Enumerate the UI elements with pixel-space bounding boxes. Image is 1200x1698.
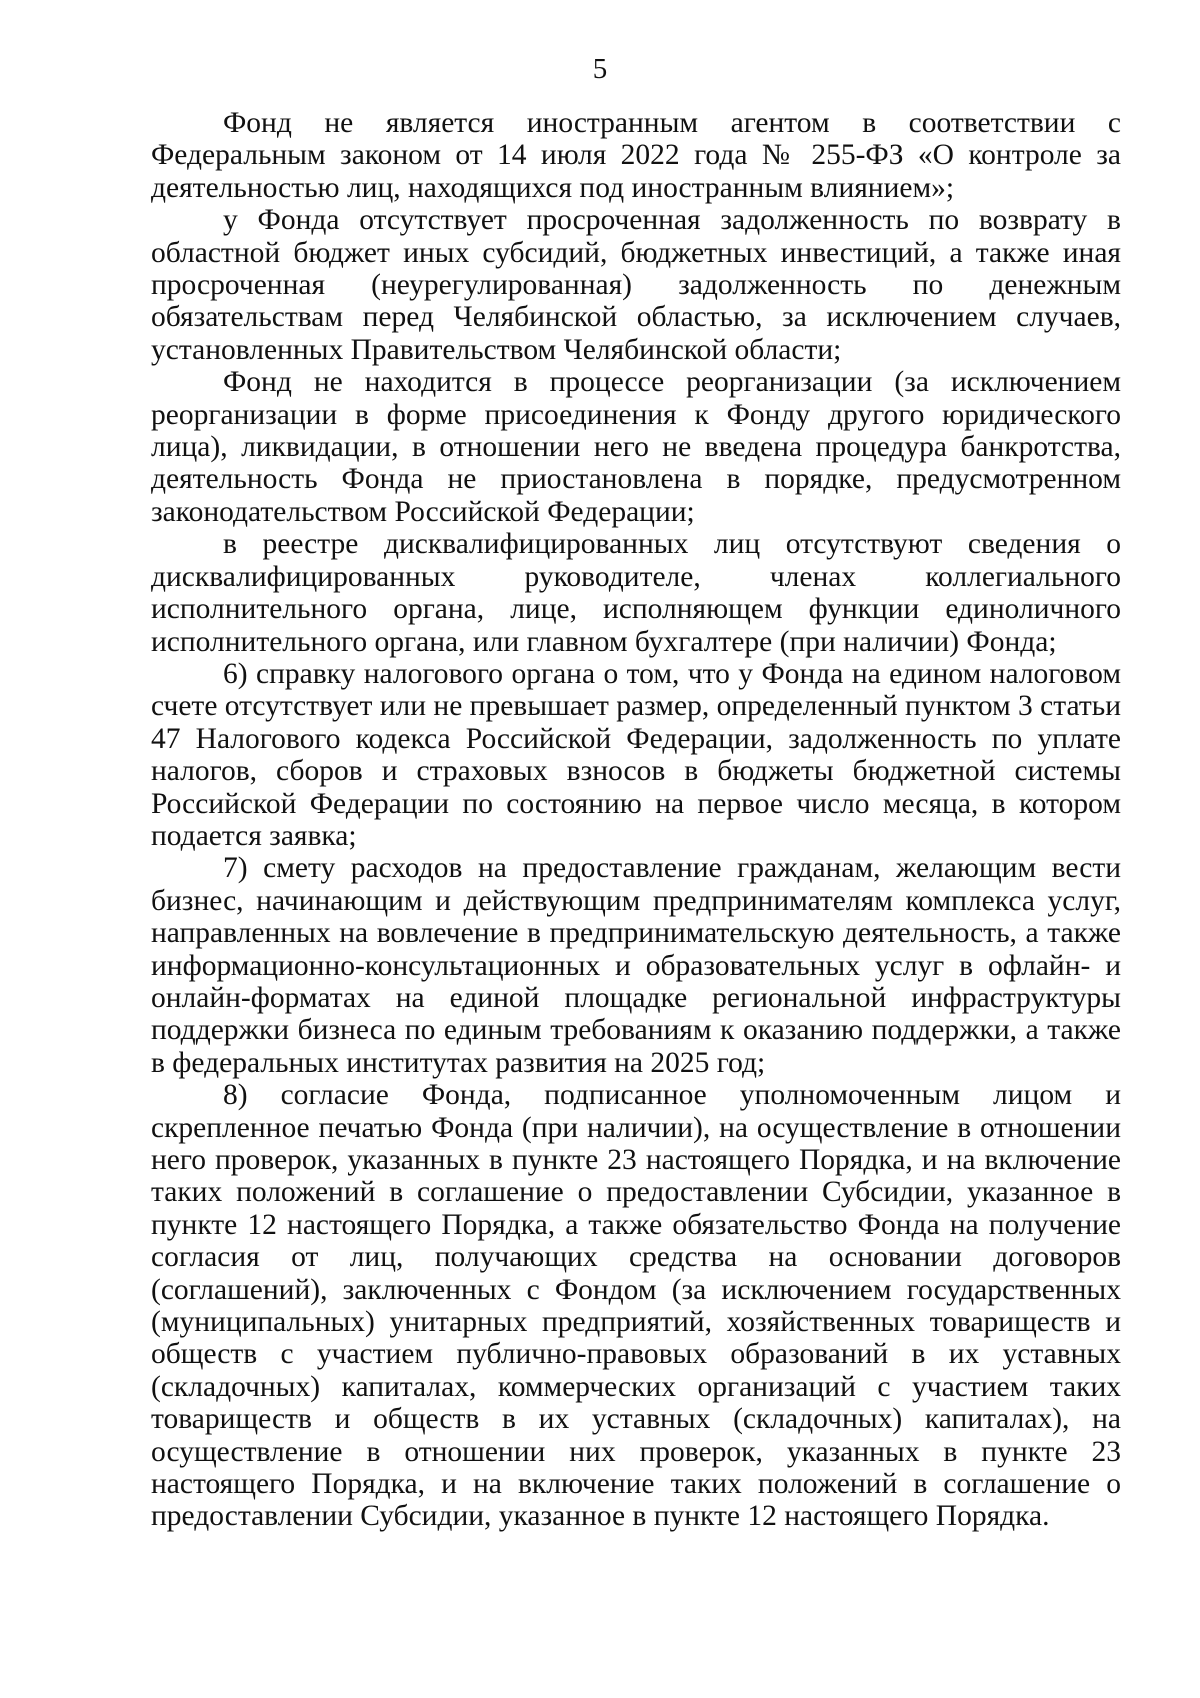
paragraph-item-8-consent: 8) согласие Фонда, подписанное уполномоченным лицом и скрепленное печатью Фонда (при наличии), на осуществление в отношении него проверок, указанных в пункте 23 настоящего Порядка, и на включение таких положений в соглашение о предоставлении Субсидии, указанное в пункте 12 настоящего Порядка, а также обязательство Фонда на получение согласия от лиц, получающих средства на основании договоров (соглашений), заключенных с Фондом (за исключением государственных (муниципальных) унитарных предприятий, хозяйственных товариществ и обществ с участием публично-правовых образований в их уставных (складочных) капиталах, коммерческих организаций с участием таких товариществ и обществ в их уставных (складочных) капиталах), на осуществление в отношении них проверок, указанных в пункте 23 настоящего Порядка, и на включение таких положений в соглашение о предоставлении Субсидии, указанное в пункте 12 настоящего Порядка. xyxy=(151,1079,1121,1533)
paragraph-item-7-cost-estimate: 7) смету расходов на предоставление гражданам, желающим вести бизнес, начинающим и действующим предпринимателям комплекса услуг, направленных на вовлечение в предпринимательскую деятельность, а также информационно-консультационных и образовательных услуг в офлайн- и онлайн-форматах на единой площадке региональной инфраструктуры поддержки бизнеса по единым требованиям к оказанию поддержки, а также в федеральных институтах развития на 2025 год; xyxy=(151,852,1121,1079)
paragraph-foreign-agent-status: Фонд не является иностранным агентом в соответствии с Федеральным законом от 14 июля 2022 года № 255-ФЗ «О контроле за деятельностью лиц, находящихся под иностранным влиянием»; xyxy=(151,107,1121,204)
page-number: 5 xyxy=(592,53,608,85)
paragraph-no-overdue-debt: у Фонда отсутствует просроченная задолженность по возврату в областной бюджет иных субсидий, бюджетных инвестиций, а также иная просроченная (неурегулированная) задолженность по денежным обязательствам перед Челябинской областью, за исключением случаев, установленных Правительством Челябинской области; xyxy=(151,204,1121,366)
paragraph-item-6-tax-certificate: 6) справку налогового органа о том, что у Фонда на едином налоговом счете отсутствует или не превышает размер, определенный пунктом 3 статьи 47 Налогового кодекса Российской Федерации, задолженность по уплате налогов, сборов и страховых взносов в бюджеты бюджетной системы Российской Федерации по состоянию на первое число месяца, в котором подается заявка; xyxy=(151,657,1121,852)
document-body xyxy=(151,107,1121,1533)
paragraph-no-reorganization: Фонд не находится в процессе реорганизации (за исключением реорганизации в форме присоединения к Фонду другого юридического лица), ликвидации, в отношении него не введена процедура банкротства, деятельность Фонда не приостановлена в порядке, предусмотренном законодательством Российской Федерации; xyxy=(151,366,1121,528)
paragraph-disqualified-persons: в реестре дисквалифицированных лиц отсутствуют сведения о дисквалифицированных руководителе, членах коллегиального исполнительного органа, лице, исполняющем функции единоличного исполнительного органа, или главном бухгалтере (при наличии) Фонда; xyxy=(151,528,1121,658)
